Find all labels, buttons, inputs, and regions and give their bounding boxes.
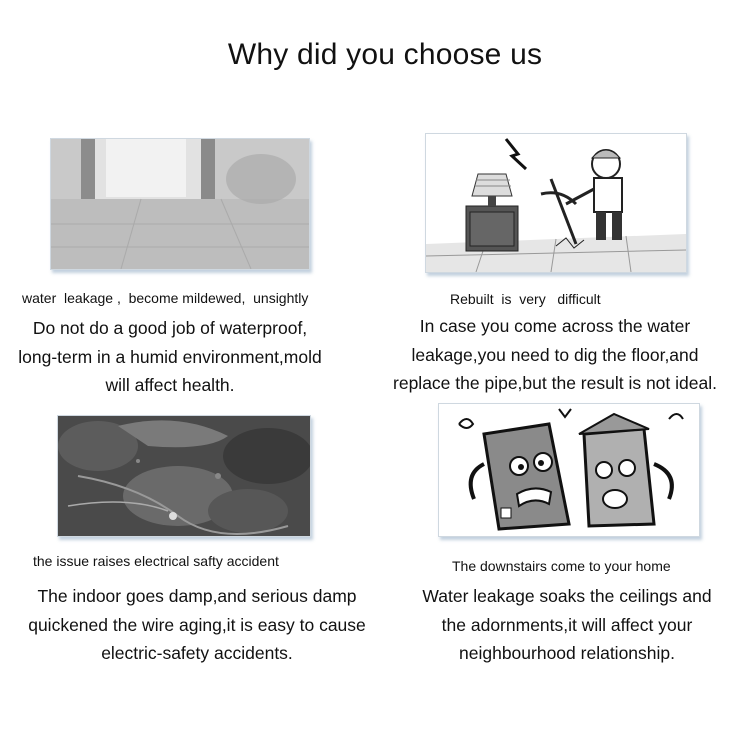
description-line: Water leakage soaks the ceilings and [422,586,712,606]
description-line: neighbourhood relationship. [459,643,675,663]
angry-buildings-illustration [438,403,700,537]
description-line: The indoor goes damp,and serious damp [37,586,357,606]
card-description [2,582,392,668]
description-line: the adornments,it will affect your [441,614,693,635]
description-line: leakage,you need to dig the floor,and [411,344,699,365]
description-line: Do not do a good job of waterproof, [32,318,308,338]
card-caption: water leakage , become mildewed, unsightly [22,290,309,306]
card-caption: Rebuilt is very difficult [450,291,601,307]
description-line: In case you come across the water [419,316,691,336]
card-description [398,582,736,668]
worker-digging-illustration [425,133,687,273]
card-caption: the issue raises electrical safty accident [33,553,279,569]
description-line: replace the pipe,but the result is not ideal. [393,373,717,393]
card-caption: The downstairs come to your home [452,558,671,574]
card-description [372,312,738,398]
page-title: Why did you choose us [227,38,543,71]
damaged-wires-photo [57,415,311,537]
description-line: electric-safety accidents. [101,643,293,663]
card-description [0,314,340,400]
description-line: quickened the wire aging,it is easy to cause [28,614,366,635]
description-line: long-term in a humid environment,mold [18,346,322,367]
description-line: will affect health. [105,375,235,395]
wet-floor-photo [50,138,310,270]
